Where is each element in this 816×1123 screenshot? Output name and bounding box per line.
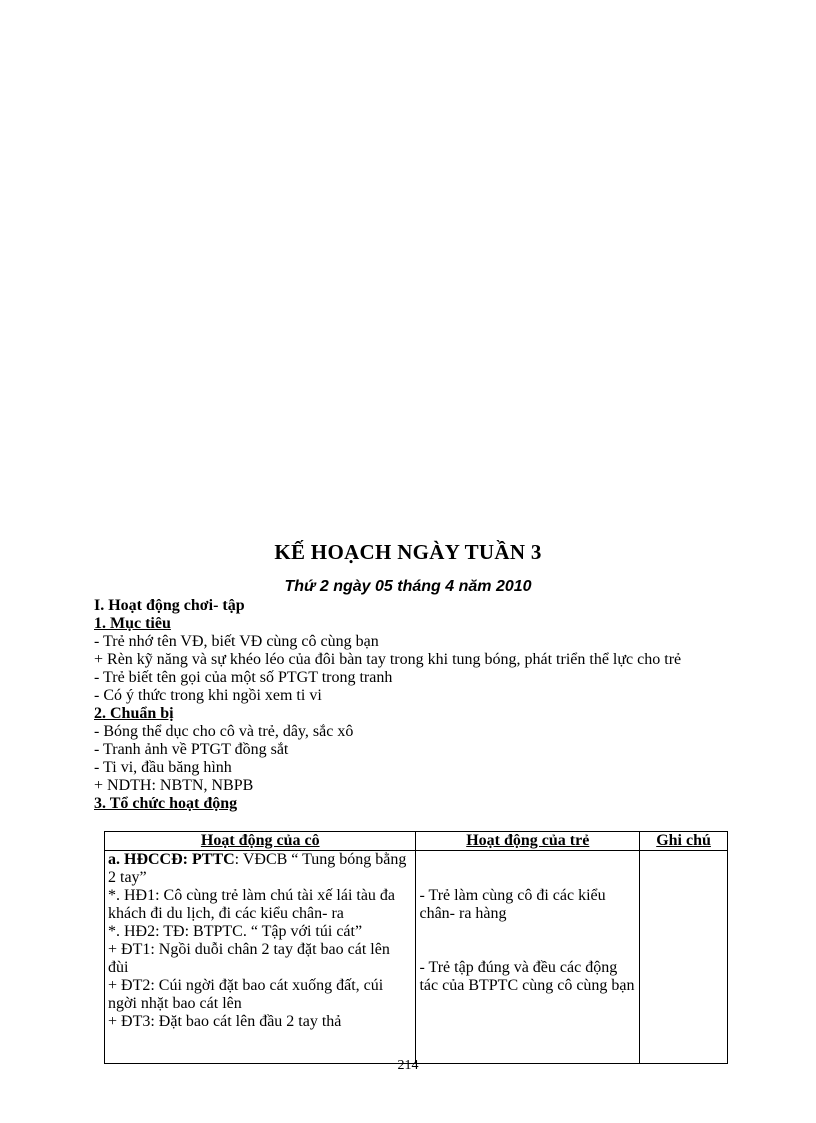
child-line: - Trẻ làm cùng cô đi các kiểu chân- ra hàng [419,887,606,922]
activity-table [104,831,728,1064]
child-activity-cell [416,851,640,1064]
section2-item: - Bóng thể dục cho cô và trẻ, dây, sắc xô [94,723,354,740]
section2-item: - Tranh ảnh về PTGT đồng sắt [94,741,289,758]
section2-item: - Ti vi, đầu băng hình [94,759,232,776]
page-number: 214 [397,1058,419,1073]
column-header-note: Ghi chú [640,832,728,851]
section1-item: + Rèn kỹ năng và sự khéo léo của đôi bàn tay trong khi tung bóng, phát triển thể lực cho trẻ [94,651,682,668]
activity-a-desc: : VĐCB “ Tung bóng bằng 2 tay” [108,851,407,886]
date-line: Thứ 2 ngày 05 tháng 4 năm 2010 [284,578,532,595]
column-header-child: Hoạt động của trẻ [416,832,640,851]
section2-item: + NDTH: NBTN, NBPB [94,777,254,794]
teacher-line: *. HĐ1: Cô cùng trẻ làm chú tài xế lái tàu đa khách đi du lịch, đi các kiểu chân- ra [108,887,396,922]
spacer [419,851,636,869]
teacher-line: *. HĐ2: TĐ: BTPTC. “ Tập với túi cát” [108,923,363,940]
teacher-line: + ĐT1: Ngồi duỗi chân 2 tay đặt bao cát lên đùi [108,941,390,976]
section1-heading: 1. Mục tiêu [94,615,171,632]
document-body [94,597,734,813]
spacer [419,869,636,887]
activity-a-title: a. HĐCCĐ: PTTC [108,851,235,868]
teacher-line: + ĐT2: Cúi ngời đặt bao cát xuống đất, cúi ngời nhặt bao cát lên [108,977,384,1012]
activity-a [108,851,412,887]
table-header-row [105,832,728,851]
section3-heading: 3. Tổ chức hoạt động [94,795,238,812]
section1-item: - Có ý thức trong khi ngồi xem ti vi [94,687,322,704]
page-title: KẾ HOẠCH NGÀY TUẦN 3 [274,540,542,564]
section1-item: - Trẻ nhớ tên VĐ, biết VĐ cùng cô cùng bạn [94,633,379,650]
table-row [105,851,728,1064]
spacer [419,941,636,959]
child-line: - Trẻ tập đúng và đều các động tác của BTPTC cùng cô cùng bạn [419,959,635,994]
section1-item: - Trẻ biết tên gọi của một số PTGT trong tranh [94,669,393,686]
note-cell [640,851,728,1064]
section2-heading: 2. Chuẩn bị [94,705,174,722]
teacher-activity-cell [105,851,416,1064]
spacer [419,923,636,941]
section-main-heading: I. Hoạt động chơi- tập [94,597,245,614]
column-header-teacher: Hoạt động của cô [105,832,416,851]
teacher-line: + ĐT3: Đặt bao cát lên đầu 2 tay thả [108,1013,342,1030]
